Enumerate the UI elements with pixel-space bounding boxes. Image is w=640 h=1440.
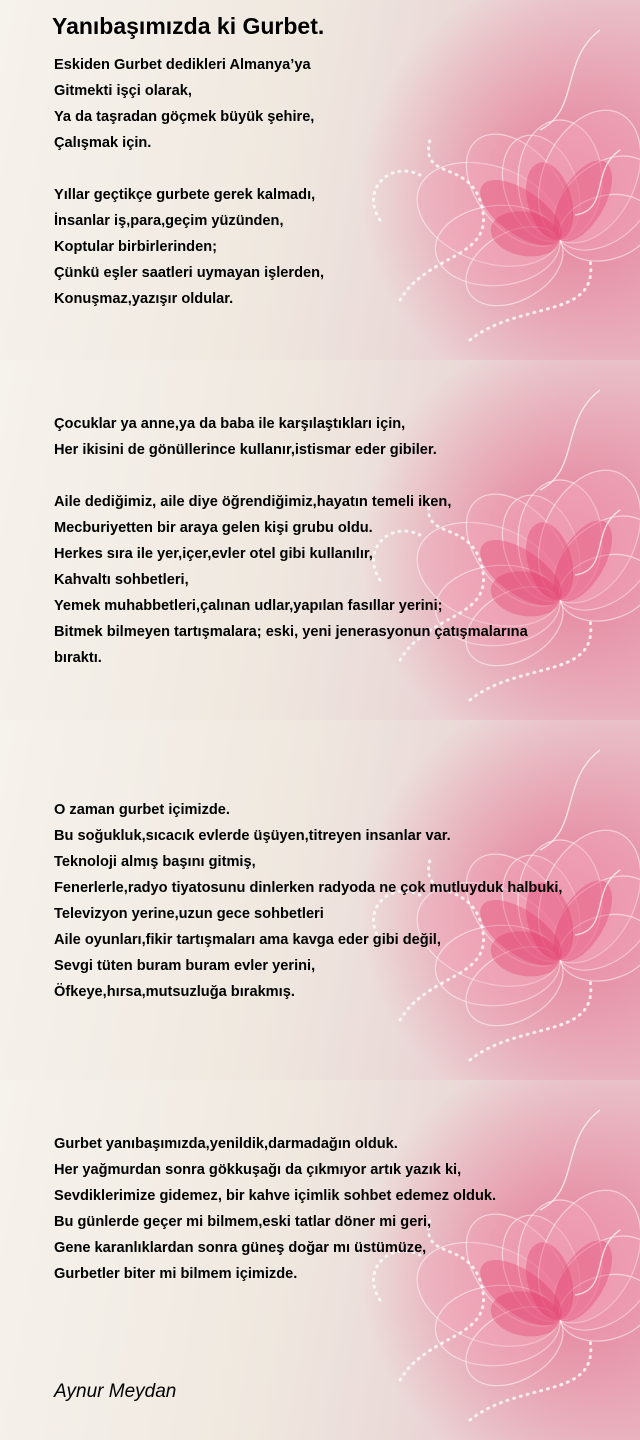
poem-line: Çalışmak için. (54, 135, 152, 151)
poem-line: Televizyon yerine,uzun gece sohbetleri (54, 906, 324, 922)
poem-line: Koptular birbirlerinden; (54, 239, 217, 255)
poem-line: Eskiden Gurbet dedikleri Almanya’ya (54, 57, 311, 73)
poem-line: Teknoloji almış başını gitmiş, (54, 854, 256, 870)
poem-line: Aile oyunları,fikir tartışmaları ama kavga eder gibi değil, (54, 932, 441, 948)
stanza-3 (54, 411, 437, 463)
poem-line: Gurbetler biter mi bilmem içimizde. (54, 1266, 298, 1282)
stanza-4 (54, 489, 528, 671)
poem-line: Mecburiyetten bir araya gelen kişi grubu oldu. (54, 520, 373, 536)
poem-line: Herkes sıra ile yer,içer,evler otel gibi kullanılır, (54, 546, 373, 562)
poem-line: İnsanlar iş,para,geçim yüzünden, (54, 213, 284, 229)
poem-line: Kahvaltı sohbetleri, (54, 572, 189, 588)
poem-line: Bu soğukluk,sıcacık evlerde üşüyen,titreyen insanlar var. (54, 828, 451, 844)
poem-line: Yıllar geçtikçe gurbete gerek kalmadı, (54, 187, 316, 203)
poem-line: Yemek muhabbetleri,çalınan udlar,yapılan fasıllar yerini; (54, 598, 443, 614)
poem-line: Çünkü eşler saatleri uymayan işlerden, (54, 265, 325, 281)
poem-line: Sevgi tüten buram buram evler yerini, (54, 958, 316, 974)
poem-line: O zaman gurbet içimizde. (54, 802, 230, 818)
poem-line: bıraktı. (54, 650, 102, 666)
poem-line: Bitmek bilmeyen tartışmalara; eski, yeni jenerasyonun çatışmalarına (54, 624, 528, 640)
poem-line: Öfkeye,hırsa,mutsuzluğa bırakmış. (54, 984, 295, 1000)
poem-line: Her ikisini de gönüllerince kullanır,istismar eder gibiler. (54, 442, 437, 458)
poem-title: Yanıbaşımızda ki Gurbet. (52, 13, 325, 39)
poem-line: Aile dediğimiz, aile diye öğrendiğimiz,hayatın temeli iken, (54, 494, 452, 510)
stanza-6 (54, 1131, 496, 1287)
poem-line: Her yağmurdan sonra gökkuşağı da çıkmıyor artık yazık ki, (54, 1162, 462, 1178)
stanza-5 (54, 797, 562, 1005)
poem-line: Çocuklar ya anne,ya da baba ile karşılaştıkları için, (54, 416, 406, 432)
poem-line: Gurbet yanıbaşımızda,yenildik,darmadağın olduk. (54, 1136, 398, 1152)
poem-line: Ya da taşradan göçmek büyük şehire, (54, 109, 315, 125)
stanza-2 (54, 182, 324, 312)
poem-line: Fenerlerle,radyo tiyatosunu dinlerken radyoda ne çok mutluyduk halbuki, (54, 880, 563, 896)
poem-line: Gene karanlıklardan sonra güneş doğar mı üstümüze, (54, 1240, 427, 1256)
stanza-1 (54, 52, 314, 156)
poem-line: Sevdiklerimize gidemez, bir kahve içimlik sohbet edemez olduk. (54, 1188, 497, 1204)
poem-line: Bu günlerde geçer mi bilmem,eski tatlar döner mi geri, (54, 1214, 432, 1230)
author-signature: Aynur Meydan (54, 1381, 177, 1402)
poem-line: Konuşmaz,yazışır oldular. (54, 291, 234, 307)
poem-line: Gitmekti işçi olarak, (54, 83, 192, 99)
